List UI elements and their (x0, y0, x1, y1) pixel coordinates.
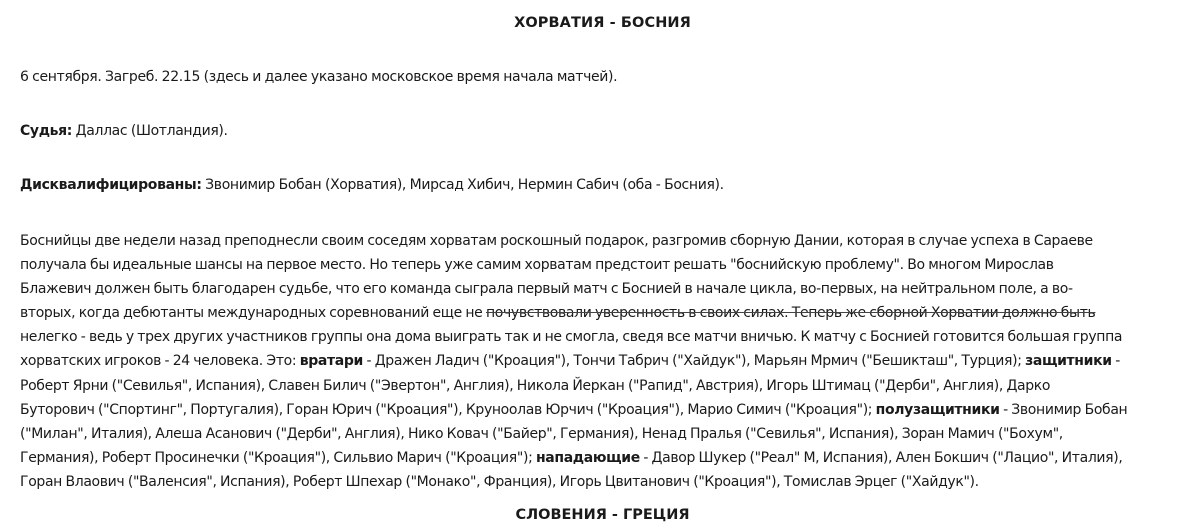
article (20, 0, 1185, 523)
disqualified-line (20, 175, 1185, 195)
disqualified-label: Дисквалифицированы: (20, 177, 202, 193)
body-line-part: вторых, когда дебютанты международных соревнований еще не (20, 305, 486, 322)
struck-text: почувствовали уверенность в своих силах. Теперь же сборной Хорватии должно быть (485, 305, 1096, 322)
body-line: ("Милан", Италия), Алеша Асанович ("Дерби", Англия), Нико Ковач ("Байер", Германия), Ненад Пралья ("Севилья", Испания), Зоран Мамич ("Бохум", (20, 425, 1063, 442)
body-line-part: - (1111, 353, 1120, 370)
body-line: нелегко - ведь у трех других участников группы она дома выиграть так и не смогла, сведя все матчи вничью. К матчу с Боснией готовится большая группа (20, 329, 1123, 346)
body-line (20, 446, 1185, 470)
referee-value: Даллас (Шотландия). (72, 123, 228, 139)
article-title: ХОРВАТИЯ - БОСНИЯ (514, 15, 691, 31)
date-line: 6 сентября. Загреб. 22.15 (здесь и далее указано московское время начала матчей). (20, 69, 618, 85)
body-line-part: - Звонимир Бобан (999, 401, 1128, 418)
article-body (20, 229, 1185, 494)
body-line-part: Буторович ("Спортинг", Португалия), Горан Юрич ("Кроация"), Круноолав Юрчич ("Кроация"), Марио Симич ("Кроация"); (20, 401, 876, 418)
midfielders-label: полузащитники (875, 401, 1000, 418)
body-line-part: - Давор Шукер ("Реал" М, Испания), Ален Бокшич ("Лацио", Италия), (639, 449, 1123, 466)
next-article-title: СЛОВЕНИЯ - ГРЕЦИЯ (515, 507, 690, 523)
body-line: Роберт Ярни ("Севилья", Испания), Славен Билич ("Эвертон", Англия), Никола Йеркан ("Рапид", Австрия), Игорь Штимац ("Дерби", Англия), Дарко (20, 377, 1051, 394)
body-line-part: хорватских игроков - 24 человека. Это: (20, 353, 300, 370)
body-line: Горан Влаович ("Валенсия", Испания), Роберт Шпехар ("Монако", Франция), Игорь Цвитанович ("Кроация"), Томислав Эрцег ("Хайдук"). (20, 473, 979, 490)
body-line: Блажевич должен быть благодарен судьбе, что его команда сыграла первый матч с Боснией в начале цикла, во-первых, на нейтральном поле, а во- (20, 281, 1073, 298)
goalkeepers-label: вратари (299, 353, 363, 370)
body-line-part: Германия), Роберт Просинечки ("Кроация"), Сильвио Марич ("Кроация"); (20, 449, 536, 466)
body-line (20, 349, 1185, 373)
forwards-label: нападающие (535, 449, 640, 466)
body-line-part: - Дражен Ладич ("Кроация"), Тончи Табрич ("Хайдук"), Марьян Мрмич ("Бешикташ", Турция); (363, 353, 1026, 370)
referee-line (20, 121, 1185, 141)
body-line (20, 398, 1185, 422)
disqualified-value: Звонимир Бобан (Хорватия), Мирсад Хибич, Нермин Сабич (оба - Босния). (201, 177, 724, 193)
body-line: получала бы идеальные шансы на первое место. Но теперь уже самим хорватам предстоит решать "боснийскую проблему". Во многом Мирослав (20, 257, 1054, 274)
defenders-label: защитники (1025, 353, 1112, 370)
body-line (20, 301, 1185, 325)
referee-label: Судья: (20, 123, 73, 139)
body-line: Боснийцы две недели назад преподнесли своим соседям хорватам роскошный подарок, разгромив сборную Дании, которая в случае успеха в Сараеве (20, 233, 1093, 249)
